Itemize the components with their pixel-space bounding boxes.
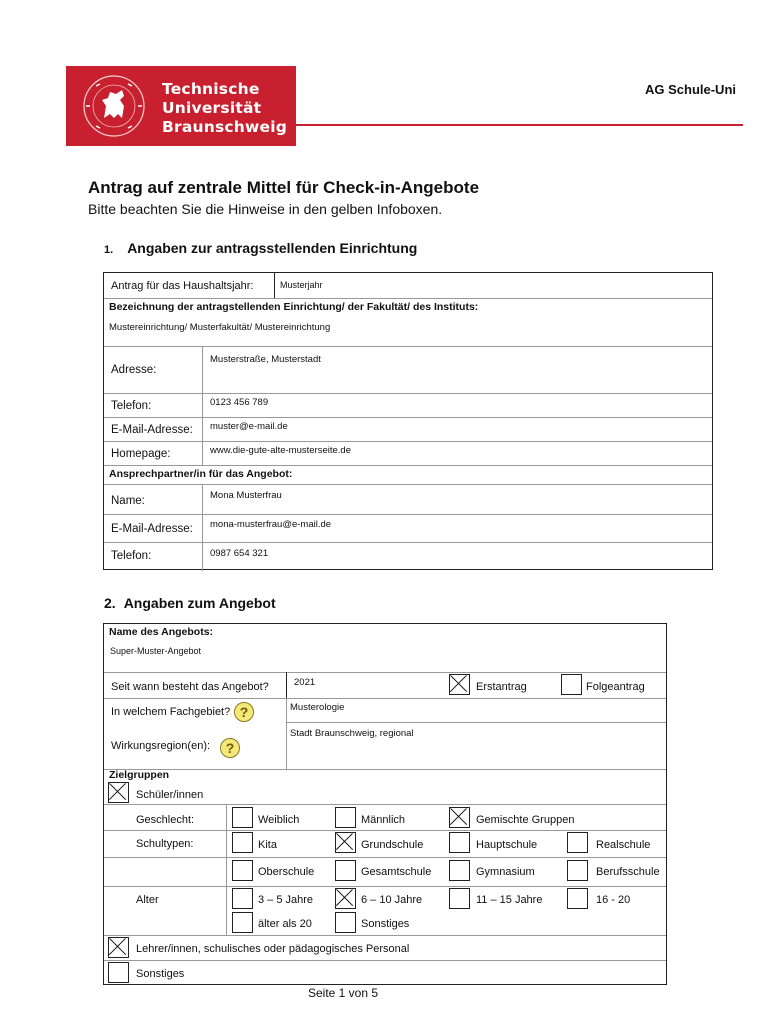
age-checkbox-2[interactable] (335, 888, 356, 909)
age-option-label-5: älter als 20 (258, 918, 312, 930)
target-groups-heading: Zielgruppen (109, 769, 170, 781)
age-option-label-6: Sonstiges (361, 918, 410, 930)
contact-email-label: E-Mail-Adresse: (111, 523, 193, 535)
institution-name-row (104, 298, 712, 347)
budget-year-label: Antrag für das Haushaltsjahr: (111, 280, 254, 292)
age-checkbox-4[interactable] (567, 888, 588, 909)
follow-application-checkbox[interactable] (561, 674, 582, 695)
age-option-label-4: 16 - 20 (596, 894, 631, 906)
offer-name-field[interactable]: Super-Muster-Angebot (110, 646, 202, 656)
first-application-checkbox[interactable] (449, 674, 470, 695)
section-1-heading (104, 240, 417, 256)
school-type-checkbox-5[interactable] (232, 860, 253, 881)
address-label: Adresse: (111, 364, 157, 376)
school-types-label: Schultypen: (136, 838, 194, 850)
school-type-checkbox-1[interactable] (232, 832, 253, 853)
header-right-label: AG Schule-Uni (644, 82, 736, 97)
homepage-row (104, 441, 712, 466)
institution-name-field[interactable]: Mustereinrichtung/ Musterfakultät/ Mustereinrichtung (109, 322, 331, 333)
page-title: Antrag auf zentrale Mittel für Check-in-Angebote (88, 178, 480, 197)
gender-label: Geschlecht: (136, 814, 195, 826)
budget-year-field[interactable]: Musterjahr (280, 280, 323, 290)
pupils-checkbox[interactable] (108, 782, 129, 803)
logo-line-3: Braunschweig (162, 118, 288, 136)
email-field[interactable]: muster@e-mail.de (210, 421, 288, 432)
follow-application-label: Folgeantrag (586, 681, 645, 693)
contact-phone-label: Telefon: (111, 550, 152, 562)
school-type-checkbox-2[interactable] (335, 832, 356, 853)
phone-label: Telefon: (111, 400, 152, 412)
contact-heading-row (104, 465, 712, 485)
email-label: E-Mail-Adresse: (111, 424, 193, 436)
other-target-checkbox[interactable] (108, 962, 129, 983)
since-field[interactable]: 2021 (294, 677, 316, 688)
first-application-label: Erstantrag (476, 681, 527, 693)
age-option-label-1: 3 – 5 Jahre (258, 894, 314, 906)
header-rule (296, 124, 743, 126)
school-type-label-2: Grundschule (361, 839, 424, 851)
school-type-checkbox-8[interactable] (567, 860, 588, 881)
contact-name-label: Name: (111, 495, 145, 507)
school-type-checkbox-7[interactable] (449, 860, 470, 881)
pupils-label: Schüler/innen (136, 789, 204, 801)
email-row (104, 417, 712, 442)
age-checkbox-5[interactable] (232, 912, 253, 933)
age-checkbox-6[interactable] (335, 912, 356, 933)
budget-year-row (104, 273, 712, 298)
institution-heading: Bezeichnung der antragstellenden Einrichtung/ der Fakultät/ des Instituts: (109, 301, 479, 313)
school-type-checkbox-3[interactable] (449, 832, 470, 853)
school-type-label-7: Gymnasium (476, 866, 535, 878)
contact-name-field[interactable]: Mona Musterfrau (210, 490, 282, 501)
teachers-label: Lehrer/innen, schulisches oder pädagogisches Personal (136, 943, 410, 955)
homepage-field[interactable]: www.die-gute-alte-musterseite.de (210, 445, 351, 456)
contact-phone-field[interactable]: 0987 654 321 (210, 548, 269, 559)
gender-option-label-2: Männlich (361, 814, 406, 826)
address-row (104, 346, 712, 394)
offer-name-label: Name des Angebots: (109, 626, 214, 638)
school-type-label-3: Hauptschule (476, 839, 538, 851)
contact-email-row (104, 514, 712, 543)
contact-name-row (104, 484, 712, 515)
section-2-title: Angaben zum Angebot (123, 595, 276, 611)
homepage-label: Homepage: (111, 448, 171, 460)
gender-option-checkbox-1[interactable] (232, 807, 253, 828)
logo-line-2: Universität (162, 99, 262, 117)
region-help-icon[interactable]: ? (220, 738, 240, 758)
gender-option-checkbox-3[interactable] (449, 807, 470, 828)
school-type-label-4: Realschule (596, 839, 651, 851)
section-1-number: 1. (104, 244, 114, 256)
phone-field[interactable]: 0123 456 789 (210, 397, 269, 408)
age-checkbox-3[interactable] (449, 888, 470, 909)
region-field[interactable]: Stadt Braunschweig, regional (290, 728, 414, 739)
field-field[interactable]: Musterologie (290, 702, 345, 713)
since-label: Seit wann besteht das Angebot? (111, 681, 269, 693)
section-2-heading (104, 595, 276, 611)
age-option-label-3: 11 – 15 Jahre (476, 894, 543, 906)
school-type-label-5: Oberschule (258, 866, 315, 878)
school-type-checkbox-6[interactable] (335, 860, 356, 881)
phone-row (104, 393, 712, 418)
teachers-checkbox[interactable] (108, 937, 129, 958)
school-type-label-6: Gesamtschule (361, 866, 432, 878)
address-field[interactable]: Musterstraße, Musterstadt (210, 354, 321, 365)
contact-email-field[interactable]: mona-musterfrau@e-mail.de (210, 519, 332, 530)
field-label: In welchem Fachgebiet? (111, 706, 231, 718)
section-2-number: 2. (104, 595, 116, 611)
university-seal-icon (76, 72, 156, 140)
age-checkbox-1[interactable] (232, 888, 253, 909)
school-type-label-1: Kita (258, 839, 277, 851)
offer-table (103, 623, 667, 985)
contact-heading: Ansprechpartner/in für das Angebot: (109, 468, 293, 480)
other-target-label: Sonstiges (136, 968, 185, 980)
page-subtitle: Bitte beachten Sie die Hinweise in den gelben Infoboxen. (88, 201, 443, 217)
logo-line-1: Technische (162, 80, 260, 98)
tu-braunschweig-logo (66, 66, 296, 146)
gender-option-label-1: Weiblich (258, 814, 300, 826)
region-label: Wirkungsregion(en): (111, 740, 211, 752)
gender-option-checkbox-2[interactable] (335, 807, 356, 828)
field-help-icon[interactable]: ? (234, 702, 254, 722)
gender-option-label-3: Gemischte Gruppen (476, 814, 575, 826)
age-option-label-2: 6 – 10 Jahre (361, 894, 423, 906)
institution-table (103, 272, 713, 570)
contact-phone-row (104, 542, 712, 571)
page-footer: Seite 1 von 5 (307, 986, 379, 1000)
school-type-label-8: Berufsschule (596, 866, 660, 878)
school-type-checkbox-4[interactable] (567, 832, 588, 853)
age-label: Alter (136, 894, 159, 906)
section-1-title: Angaben zur antragsstellenden Einrichtung (127, 240, 418, 256)
